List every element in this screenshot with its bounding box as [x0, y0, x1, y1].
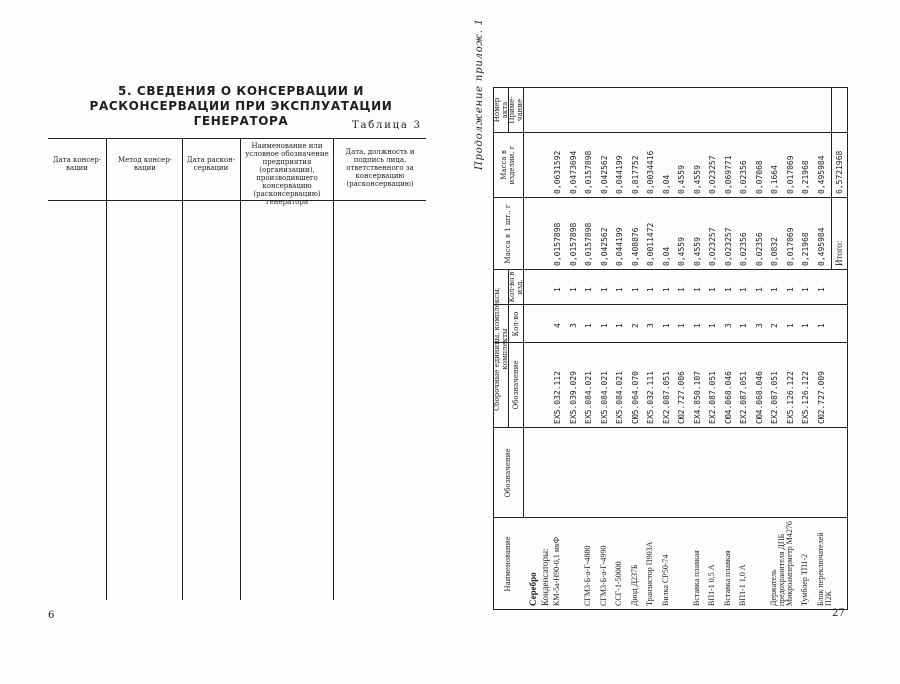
row-mass-per-unit: 0,0832 [770, 237, 779, 266]
row-mass-per-unit: 0,04 [661, 246, 671, 266]
row-mass-in-product: 0,07068 [754, 160, 764, 194]
col-header-method: Метод консер-вации [117, 156, 173, 172]
row-qty: 1 [692, 323, 702, 328]
row-qty-in-product: 1 [801, 287, 810, 292]
row-designation: ЕХ2.087.051 [661, 371, 671, 424]
row-name: Диод Д237Б [629, 564, 639, 606]
row-name: ССГ-1-50000 [614, 561, 623, 606]
row-mass-in-product: 0,0157898 [584, 150, 593, 194]
row-qty-in-product: 1 [646, 287, 655, 292]
row-mass-in-product: 0,042562 [599, 155, 609, 194]
row-designation: ЕХ5.084.021 [584, 371, 593, 424]
section-title: 5. СВЕДЕНИЯ О КОНСЕРВАЦИИ И РАСКОНСЕРВАЦИИ ПРИ ЭКСПЛУАТАЦИИ ГЕНЕРАТОРА [89, 84, 393, 128]
materials-table [493, 88, 848, 610]
row-mass-in-product: 0,817752 [630, 155, 640, 194]
row-mass-per-unit: 0,042562 [599, 227, 609, 266]
row-designation: ЕХ4.850.107 [692, 371, 702, 424]
row-mass-in-product: 0,023257 [708, 155, 717, 194]
row-name: ВП1-1 0,5 А [707, 564, 716, 606]
row-name: Транзистор П903А [645, 541, 654, 606]
header-designation: Обозначение [504, 448, 512, 498]
row-name: Тумблер ТП1-2 [800, 553, 809, 606]
row-qty: 1 [801, 323, 810, 328]
row-mass-per-unit: 0,023257 [723, 227, 733, 266]
page-number-right: 27 [832, 608, 845, 619]
group-label: Конденсаторы: [540, 548, 550, 606]
row-designation: ЕХ5.039.029 [568, 371, 578, 424]
row-mass-in-product: 0,0034416 [646, 150, 655, 194]
row-qty: 1 [739, 323, 748, 328]
preservation-table [48, 138, 426, 600]
row-mass-per-unit: 0,023257 [708, 227, 717, 266]
row-designation: ЕХ2.087.051 [770, 371, 779, 424]
row-designation: СЮ4.068.046 [754, 371, 764, 424]
row-name: Вилка СР50-74 [660, 554, 670, 606]
row-qty: 1 [584, 323, 593, 328]
row-designation: СЮ4.068.046 [723, 371, 733, 424]
row-qty: 1 [677, 323, 686, 328]
row-mass-per-unit: 0,4559 [692, 237, 702, 266]
col-header-responsible: Дата, должность и подпись лица, ответственного за консервацию (расконсервацию) [345, 148, 415, 188]
row-name: Вставка плавкая [722, 550, 732, 606]
row-designation: ЕХ5.126.122 [785, 371, 795, 424]
row-qty-in-product: 1 [723, 287, 733, 292]
row-mass-per-unit: 0,0157898 [584, 222, 593, 266]
row-qty-in-product: 1 [568, 287, 578, 292]
row-designation: ЕХ2.087.051 [739, 371, 748, 424]
row-name: КМ-5а-Н90-0,1 мкФ [552, 536, 561, 606]
row-qty-in-product: 1 [584, 287, 593, 292]
row-designation: СЮ2.727.009 [816, 371, 826, 424]
header-qty-in-product: Кол-во в изд. [507, 271, 524, 303]
row-qty: 1 [599, 323, 609, 328]
row-mass-in-product: 0,02356 [739, 160, 748, 194]
row-qty-in-product: 1 [615, 287, 624, 292]
row-qty-in-product: 1 [770, 287, 779, 292]
row-qty: 2 [630, 323, 640, 328]
row-mass-per-unit: 0,408876 [630, 227, 640, 266]
header-qty: Кол-во [511, 311, 520, 337]
row-name: Держатель предохранителя ДПБ [769, 533, 786, 606]
row-mass-per-unit: 0,495984 [816, 227, 826, 266]
header-note: Приме-чание [507, 96, 524, 124]
total-label: Итого: [834, 240, 844, 266]
row-qty-in-product: 1 [785, 287, 795, 292]
row-qty-in-product: 1 [630, 287, 640, 292]
row-qty-in-product: 1 [708, 287, 717, 292]
row-mass-per-unit: 0,4559 [677, 237, 686, 266]
row-mass-in-product: 0,0473694 [568, 150, 578, 194]
row-name: Вставка плавкая [691, 550, 701, 606]
row-designation: ЕХ5.032.112 [553, 371, 562, 424]
header-name: Наименование [504, 536, 512, 592]
row-designation: ЕХ5.126.122 [801, 371, 810, 424]
row-qty-in-product: 1 [692, 287, 702, 292]
row-name: Микроамперметр М4276 [784, 521, 794, 606]
row-mass-per-unit: 0,0157898 [568, 222, 578, 266]
row-qty: 1 [661, 323, 671, 328]
row-qty-in-product: 1 [553, 287, 562, 292]
col-header-preservation-date: Дата консер-вации [52, 156, 102, 172]
row-designation: ЕХ5.032.111 [646, 371, 655, 424]
row-mass-in-product: 0,0631592 [553, 150, 562, 194]
row-mass-in-product: 0,495984 [816, 155, 826, 194]
row-mass-per-unit: 0,02356 [754, 232, 764, 266]
col-header-depreservation-date: Дата раскон-сервации [186, 156, 236, 172]
row-qty-in-product: 1 [677, 287, 686, 292]
header-mass-per-unit: Масса в 1 шт., г [504, 204, 512, 264]
row-name: Блок переключателей П2К [815, 532, 833, 606]
row-designation: СЮ5.064.070 [630, 371, 640, 424]
row-mass-per-unit: 0,02356 [739, 232, 748, 266]
page-number-left: 6 [48, 610, 55, 621]
header-assembly-designation: Обозначение [511, 360, 520, 410]
row-qty: 3 [646, 323, 655, 328]
row-mass-per-unit: 0,0011472 [646, 222, 655, 266]
row-name: ВП1-1 1,0 А [738, 564, 747, 606]
row-qty-in-product: 1 [816, 287, 826, 292]
row-qty: 1 [615, 323, 624, 328]
row-mass-in-product: 0,4559 [692, 165, 702, 194]
continuation-label: Продолжение прилож. 1 [474, 18, 485, 170]
table-label: Таблица 3 [352, 120, 422, 131]
row-qty-in-product: 1 [661, 287, 671, 292]
row-designation: ЕХ5.084.021 [599, 371, 609, 424]
row-designation: ЕХ2.087.051 [708, 371, 717, 424]
row-qty: 2 [770, 323, 779, 328]
header-assembly-group: Сборочные единицы, комплексы, комплекты [492, 286, 509, 412]
row-qty-in-product: 1 [739, 287, 748, 292]
row-qty: 1 [708, 323, 717, 328]
row-name: СГМ3-Б-а-Г-4880 [583, 545, 592, 606]
row-mass-in-product: 0,017069 [785, 155, 795, 194]
row-mass-in-product: 0,21968 [801, 160, 810, 194]
header-act-number: Номер акта [492, 97, 509, 123]
row-designation: СЮ2.727.006 [677, 371, 686, 424]
section-label: Серебро [528, 572, 538, 606]
row-mass-per-unit: 0,044199 [615, 227, 624, 266]
row-mass-per-unit: 0,0157898 [553, 222, 562, 266]
row-qty: 1 [816, 323, 826, 328]
row-qty: 3 [754, 323, 764, 328]
row-name: СГМ3-Б-а-Г-4990 [598, 545, 608, 606]
row-qty: 3 [568, 323, 578, 328]
row-mass-in-product: 0,04 [661, 174, 671, 194]
row-qty: 4 [553, 323, 562, 328]
row-qty: 3 [723, 323, 733, 328]
row-qty-in-product: 1 [754, 287, 764, 292]
row-qty: 1 [785, 323, 795, 328]
total-value: 6,5721968 [835, 150, 844, 194]
header-mass-in-product: Масса в изделии, г [500, 145, 516, 185]
col-header-organization: Наименование или условное обозначение предприятия (организации), производившего консервацию (расконсервацию) генератора [245, 142, 329, 206]
row-mass-in-product: 0,1664 [770, 165, 779, 194]
row-mass-in-product: 0,044199 [615, 155, 624, 194]
row-mass-per-unit: 0,017069 [785, 227, 795, 266]
row-mass-in-product: 0,069771 [723, 155, 733, 194]
row-designation: ЕХ5.084.021 [615, 371, 624, 424]
row-mass-in-product: 0,4559 [677, 165, 686, 194]
row-mass-per-unit: 0,21968 [801, 232, 810, 266]
row-qty-in-product: 1 [599, 287, 609, 292]
